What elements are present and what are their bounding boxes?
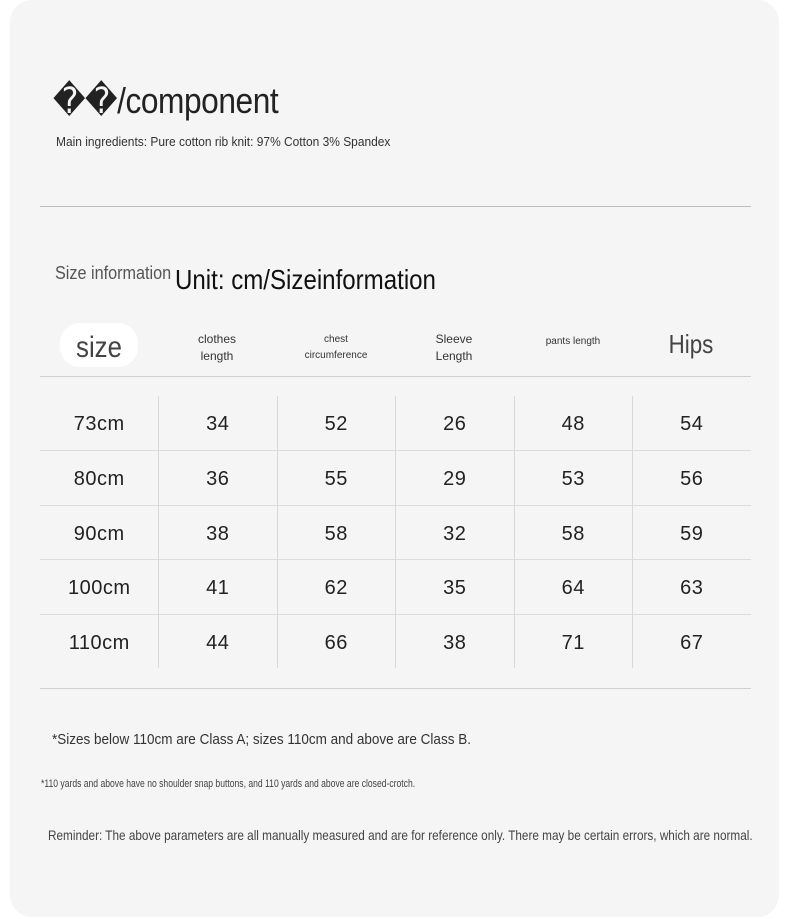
table-row <box>40 616 751 670</box>
reminder-text: Reminder: The above parameters are all manually measured and are for reference only. There may be certain errors, which are normal. <box>48 827 753 843</box>
table-row <box>40 452 751 506</box>
cell-pants: 48 <box>561 412 585 435</box>
cell-pants: 53 <box>561 467 585 490</box>
cell-sleeve: 32 <box>443 522 467 545</box>
snap-note: *110 yards and above have no shoulder snap buttons, and 110 yards and above are closed-crotch. <box>41 778 416 790</box>
table-row <box>40 561 751 615</box>
table-row <box>40 397 751 451</box>
cell-chest: 62 <box>324 576 348 599</box>
page-title: ��/component <box>53 80 279 121</box>
cell-clothes-length: 44 <box>206 631 230 654</box>
cell-clothes-length: 38 <box>206 522 230 545</box>
header-hips: Hips <box>668 328 714 359</box>
cell-sleeve: 35 <box>443 576 467 599</box>
cell-chest: 58 <box>324 522 348 545</box>
cell-pants: 64 <box>561 576 585 599</box>
header-size: size <box>76 331 122 364</box>
row-divider <box>40 450 751 451</box>
cell-pants: 58 <box>561 522 585 545</box>
ingredients-text: Main ingredients: Pure cotton rib knit: 97% Cotton 3% Spandex <box>56 134 391 149</box>
cell-size: 80cm <box>73 467 125 490</box>
table-bottom-divider <box>40 688 751 689</box>
header-sleeve-length: Sleeve Length <box>435 332 473 363</box>
row-divider <box>40 505 751 506</box>
cell-hips: 54 <box>680 412 704 435</box>
header-divider <box>40 376 751 377</box>
cell-hips: 59 <box>680 522 704 545</box>
cell-chest: 55 <box>324 467 348 490</box>
cell-hips: 67 <box>680 631 704 654</box>
cell-size: 73cm <box>73 412 125 435</box>
cell-sleeve: 29 <box>443 467 467 490</box>
header-chest-circumference: chest circumference <box>304 334 368 361</box>
cell-pants: 71 <box>561 631 585 654</box>
unit-label: Unit: cm/Sizeinformation <box>175 264 436 295</box>
cell-clothes-length: 36 <box>206 467 230 490</box>
cell-chest: 66 <box>324 631 348 654</box>
cell-chest: 52 <box>324 412 348 435</box>
cell-size: 110cm <box>68 631 130 654</box>
cell-size: 90cm <box>73 522 125 545</box>
cell-hips: 63 <box>680 576 704 599</box>
size-section-label: Size information <box>55 263 172 283</box>
section-divider <box>40 206 751 207</box>
cell-sleeve: 38 <box>443 631 467 654</box>
cell-sleeve: 26 <box>443 412 467 435</box>
header-clothes-length: clothes length <box>197 332 237 363</box>
cell-clothes-length: 34 <box>206 412 230 435</box>
cell-clothes-length: 41 <box>206 576 230 599</box>
header-pants-length: pants length <box>545 336 601 347</box>
cell-hips: 56 <box>680 467 704 490</box>
row-divider <box>40 559 751 560</box>
cell-size: 100cm <box>67 576 131 599</box>
row-divider <box>40 614 751 615</box>
table-row <box>40 507 751 561</box>
class-note: *Sizes below 110cm are Class A; sizes 110cm and above are Class B. <box>52 731 471 748</box>
